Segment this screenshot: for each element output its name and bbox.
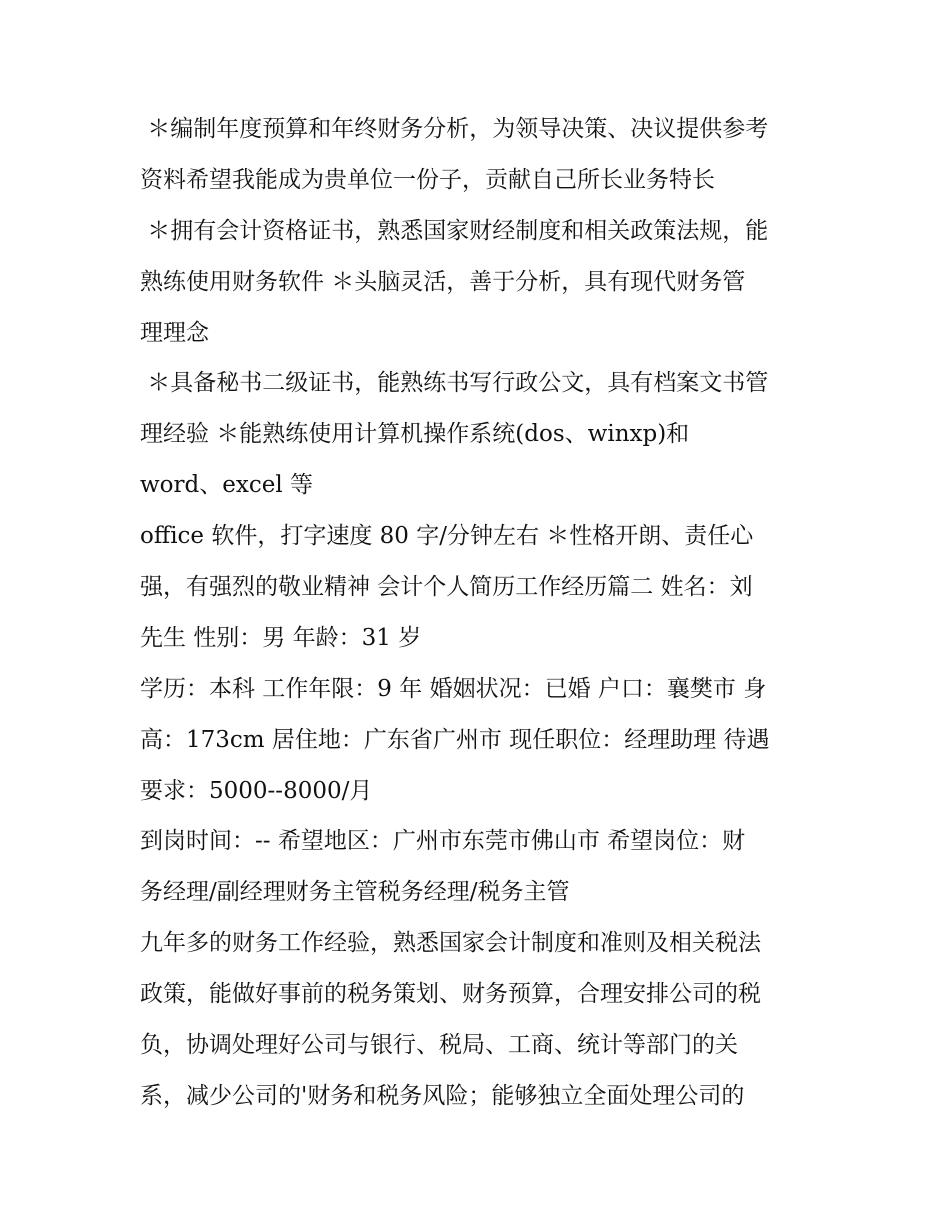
text-line-16: 务经理/副经理财务主管税务经理/税务主管 [140, 879, 570, 906]
text-line-11: 先生 性别：男 年龄：31 岁 [140, 624, 422, 651]
text-line-3: ＊拥有会计资格证书，熟悉国家财经制度和相关政策法规，能 [140, 217, 769, 244]
document-body [140, 104, 820, 1122]
text-line-2: 资料希望我能成为贵单位一份子，贡献自己所长业务特长 [140, 166, 715, 193]
text-line-14: 要求：5000--8000/月 [140, 777, 373, 804]
text-line-19: 负，协调处理好公司与银行、税局、工商、统计等部门的关 [140, 1032, 738, 1059]
text-line-20: 系，减少公司的'财务和税务风险；能够独立全面处理公司的 [140, 1082, 745, 1109]
text-line-1: ＊编制年度预算和年终财务分析，为领导决策、决议提供参考 [140, 116, 769, 142]
text-line-17: 九年多的财务工作经验，熟悉国家会计制度和准则及相关税法 [140, 930, 761, 957]
text-line-8: word、excel 等 [140, 472, 313, 499]
text-line-12: 学历：本科 工作年限：9 年 婚姻状况：已婚 户口：襄樊市 身 [140, 675, 767, 702]
text-line-6: ＊具备秘书二级证书，能熟练书写行政公文，具有档案文书管 [140, 370, 769, 397]
text-line-15: 到岗时间：-- 希望地区：广州市东莞市佛山市 希望岗位：财 [140, 828, 746, 855]
text-line-13: 高：173cm 居住地：广东省广州市 现任职位：经理助理 待遇 [140, 726, 770, 753]
text-line-9: office 软件，打字速度 80 字/分钟左右 ＊性格开朗、责任心 [140, 523, 754, 550]
text-line-5: 理理念 [140, 319, 209, 346]
text-line-7: 理经验 ＊能熟练使用计算机操作系统(dos、winxp)和 [140, 421, 690, 448]
text-line-10: 强，有强烈的敬业精神 会计个人简历工作经历篇二 姓名：刘 [140, 574, 753, 601]
text-line-18: 政策，能做好事前的税务策划、财务预算，合理安排公司的税 [140, 981, 761, 1008]
text-line-4: 熟练使用财务软件 ＊头脑灵活，善于分析，具有现代财务管 [140, 268, 746, 295]
